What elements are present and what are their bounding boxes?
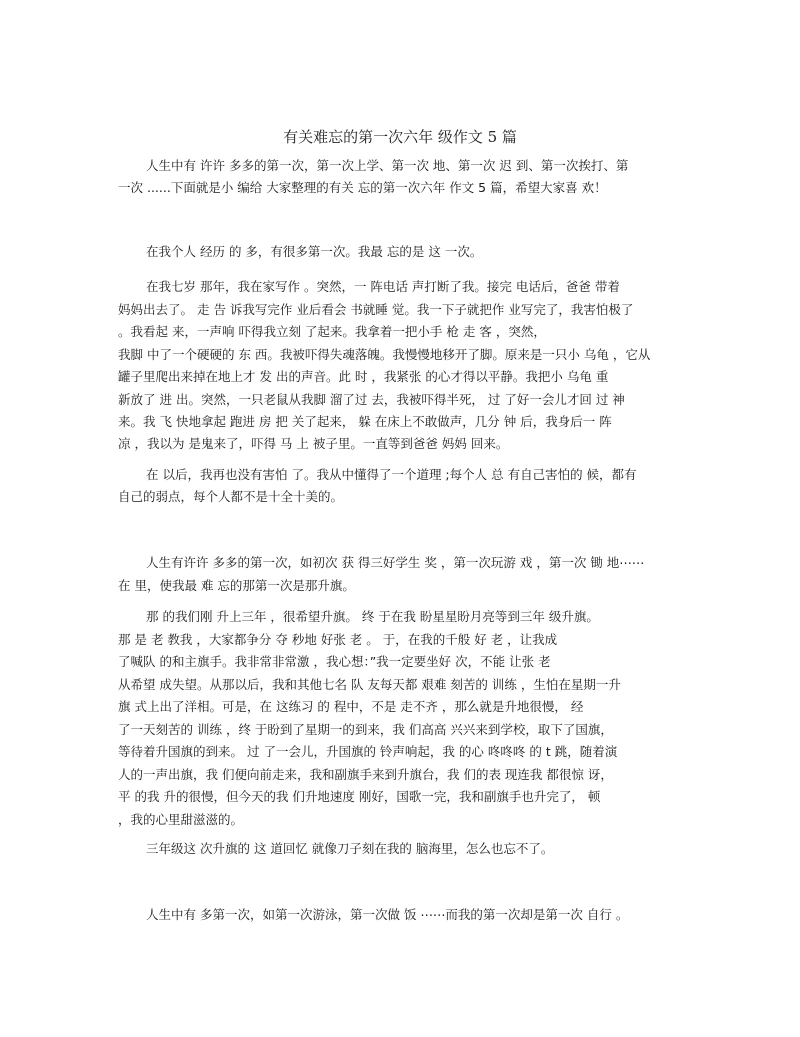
paragraph-line: 等待着升国旗的到来。 过 了一会儿，升国旗的 铃声响起，我 的心 咚咚咚 的 t 跳，随着演 — [118, 744, 618, 759]
paragraph-line: 凉 ，我以为 是鬼来了，吓得 马 上 被子里。一直等到爸爸 妈妈 回来。 — [118, 436, 509, 451]
paragraph-line: 那 的我们刚 升上三年 ，很希望升旗。 终 于在我 盼星星盼月亮等到三年 级升旗。 — [146, 609, 599, 624]
paragraph-line: 。我看起 来，一声响 吓得我立刻 了起来。我拿着一把小手 枪 走 客 ，突然， — [118, 324, 546, 339]
paragraph-line: 了喊队 的和主旗手。我非常非常激 ，我心想：”我一定要坐好 次，不能 让张 老 — [118, 654, 551, 669]
paragraph-line: 人的一声出旗，我 们便向前走来，我和副旗手来到升旗台，我 们的表 现连我 都很惊 讶， — [118, 767, 613, 782]
paragraph-line: 罐子里爬出来掉在地上才 发 出的声音。此 时 ，我紧张 的心才得以平静。我把小 乌龟 重 — [118, 369, 609, 384]
document-title: 有关难忘的第一次六年 级作文 5 篇 — [283, 128, 517, 146]
paragraph-line: 在我七岁 那年，我在家写作 。突然，一 阵电话 声打断了我。接完 电话后，爸爸 带着 — [146, 279, 620, 294]
paragraph-line: 从希望 成失望。从那以后，我和其他七名 队 友每天都 艰难 刻苦的 训练 ，生怕在星期一升 — [118, 677, 621, 692]
paragraph-line: 在 以后，我再也没有害怕 了。我从中懂得了一个道理 ;每个人 总 有自己害怕的 候，都有 — [146, 467, 637, 482]
paragraph-line: 自己的弱点，每个人都不是十全十美的。 — [118, 489, 344, 504]
paragraph-line: 我脚 中了一个硬硬的 东 西。我被吓得失魂落魄。我慢慢地移开了脚。原来是一只小 乌龟 ，它从 — [118, 347, 651, 362]
paragraph-line: 平 的我 升的很慢，但今天的我 们升地速度 刚好，国歌一完，我和副旗手也升完了， 顿 — [118, 789, 601, 804]
paragraph-line: 在 里，使我最 难 忘的那第一次是那升旗。 — [118, 578, 355, 593]
paragraph-line: 妈妈出去了。 走 告 诉我写完作 业后看会 书就睡 觉。我一下子就把作 业写完了，我害怕极了 — [118, 302, 634, 317]
paragraph-line: ，我的心里甜滋滋的。 — [118, 812, 244, 827]
paragraph-line: 人生中有 多第一次，如第一次游泳，第一次做 饭 ⋯⋯而我的第一次却是第一次 自行 。 — [146, 907, 629, 922]
paragraph-line: 在我个人 经历 的 多，有很多第一次。我最 忘的是 这 一次。 — [146, 244, 483, 259]
paragraph-line: 来。我 飞 快地拿起 跑进 房 把 关了起来， 躲 在床上不敢做声，几分 钟 后，我身后一 阵 — [118, 414, 612, 429]
paragraph-line: 人生中有 许许 多多的第一次，第一次上学、第一次 地、第一次 迟 到、第一次挨打、第 — [146, 158, 629, 173]
paragraph-line: 了一天刻苦的 训练 ，终 于盼到了星期一的到来，我 们高高 兴兴来到学校，取下了国旗， — [118, 722, 613, 737]
paragraph-line: 旗 式上出了洋相。可是，在 这练习 的 程中，不是 走不齐 ，那么就是升地很慢， 经 — [118, 699, 584, 714]
paragraph-line: 新放了 进 出。突然，一只老鼠从我脚 溜了过 去，我被吓得半死， 过 了好一会儿才回 过 神 — [118, 392, 625, 407]
paragraph-line: 三年级这 次升旗的 这 道回忆 就像刀子刻在我的 脑海里，怎么也忘不了。 — [146, 841, 554, 856]
paragraph-line: 那 是 老 教我 ，大家都争分 夺 秒地 好张 老 。 于，在我的千般 好 老 ，让我成 — [118, 632, 558, 647]
paragraph-line: 人生有许许 多多的第一次，如初次 获 得三好学生 奖 ，第一次玩游 戏 ，第一次 锄 地⋯⋯ — [146, 555, 645, 570]
paragraph-line: 一次 ......下面就是小 编给 大家整理的有关 忘的第一次六年 作文 5 篇，希望大家喜 欢！ — [118, 180, 607, 195]
